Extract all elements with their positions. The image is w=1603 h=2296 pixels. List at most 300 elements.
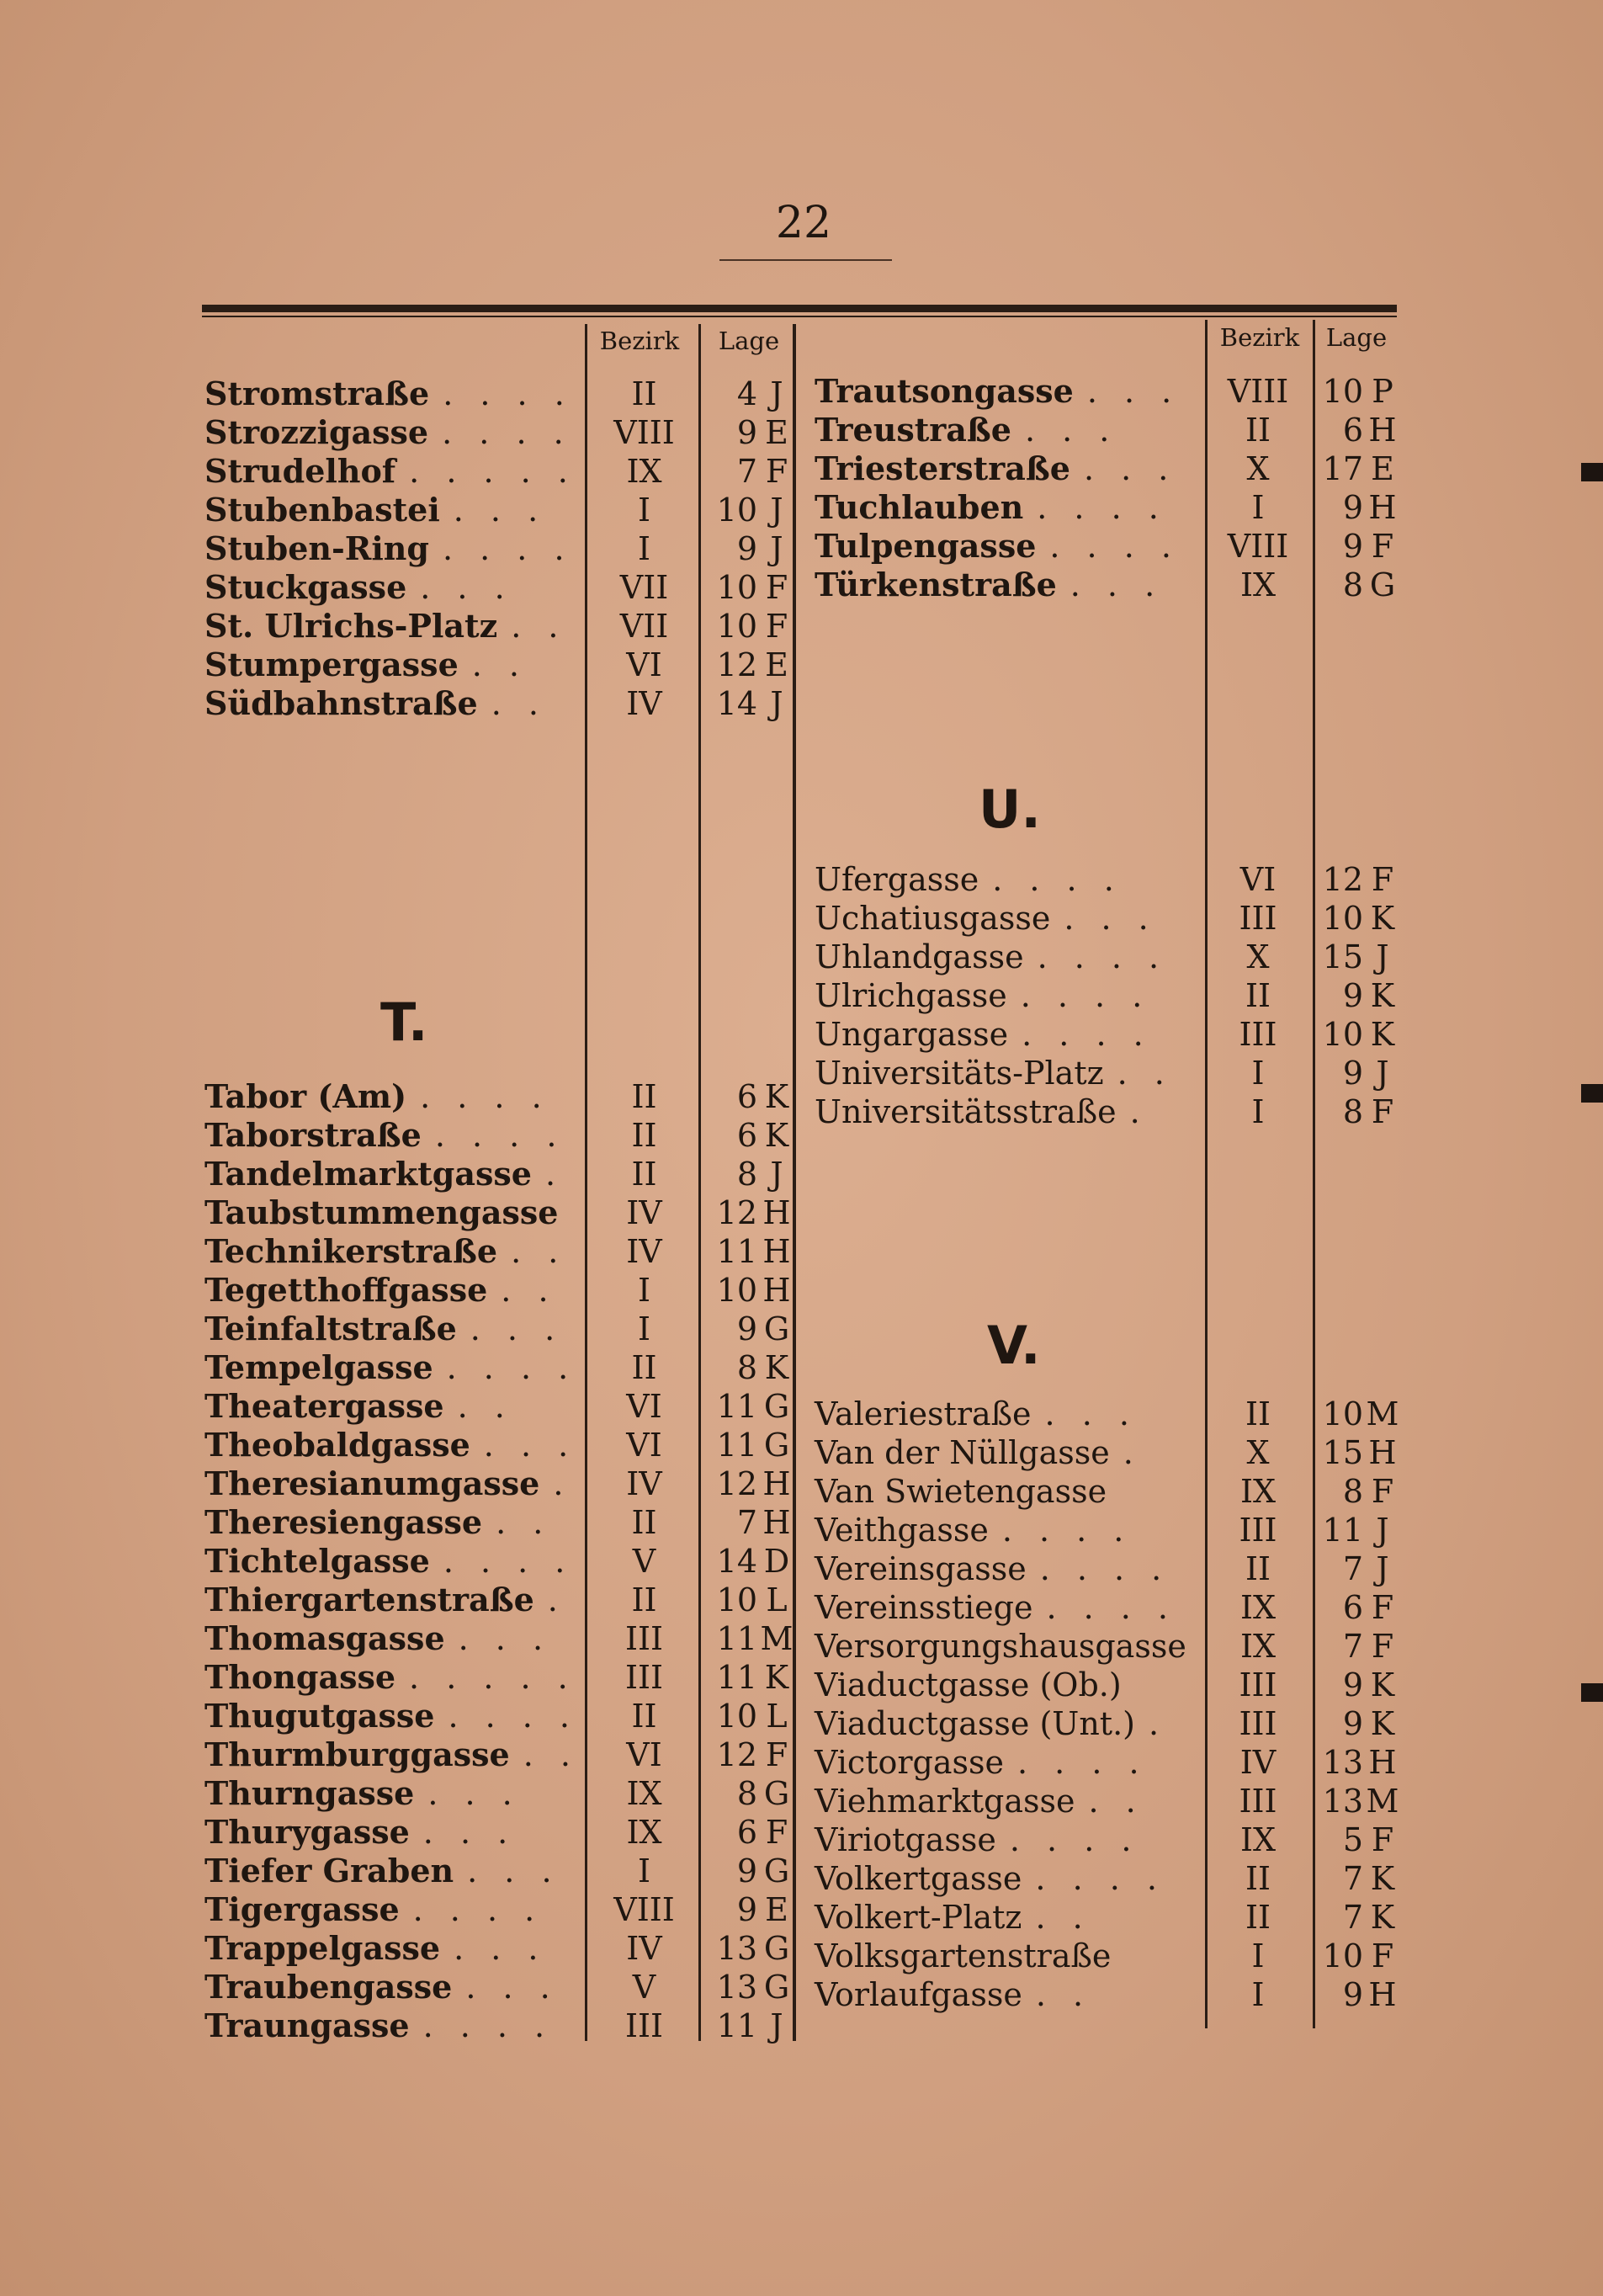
lage-letter: J bbox=[770, 492, 783, 529]
index-row bbox=[204, 1581, 794, 1619]
bezirk-value: VIII bbox=[613, 1891, 675, 1928]
lage-number: 10 bbox=[1322, 1395, 1363, 1432]
bezirk-value: VI bbox=[626, 1388, 662, 1425]
lage-number: 11 bbox=[716, 1427, 757, 1464]
street-name: Viaductgasse (Unt.) bbox=[815, 1705, 1135, 1742]
lage-number: 7 bbox=[1342, 1899, 1363, 1936]
street-name: Viehmarktgasse bbox=[815, 1783, 1075, 1820]
lage-number: 10 bbox=[1322, 373, 1363, 410]
index-row bbox=[204, 2006, 794, 2045]
leader-dots: . . . bbox=[453, 492, 547, 529]
leader-dots: . bbox=[1129, 1093, 1149, 1130]
lage-number: 11 bbox=[716, 1388, 757, 1425]
lage-number: 8 bbox=[1342, 1473, 1363, 1510]
bezirk-value: IV bbox=[1239, 1744, 1277, 1781]
lage-number: 9 bbox=[1342, 1666, 1363, 1703]
street-name: Stumpergasse bbox=[204, 646, 459, 683]
index-row bbox=[204, 1426, 794, 1464]
bezirk-value: X bbox=[1246, 938, 1270, 975]
lage-number: 14 bbox=[716, 1543, 757, 1580]
index-row bbox=[204, 1697, 794, 1735]
lage-letter: P bbox=[1372, 373, 1393, 410]
leader-dots: . . . . bbox=[1022, 1016, 1152, 1053]
bezirk-value: II bbox=[631, 1078, 657, 1115]
street-name: Thugutgasse bbox=[204, 1697, 435, 1735]
leader-dots: . . . bbox=[458, 1620, 552, 1657]
leader-dots: . . . . bbox=[422, 2007, 554, 2044]
bezirk-value: II bbox=[1245, 977, 1271, 1014]
index-row bbox=[815, 1898, 1399, 1937]
street-name: Van Swietengasse bbox=[815, 1473, 1107, 1510]
street-name: Tiefer Graben bbox=[204, 1852, 454, 1889]
street-name: Südbahnstraße bbox=[204, 684, 478, 722]
bezirk-value: I bbox=[1251, 1937, 1265, 1974]
header-rule-thick bbox=[202, 305, 1397, 312]
lage-number: 15 bbox=[1322, 1434, 1363, 1471]
left-bezirk-header: Bezirk bbox=[599, 327, 680, 355]
index-row bbox=[204, 1542, 794, 1581]
leader-dots: . . . bbox=[422, 1814, 517, 1851]
index-row bbox=[204, 1232, 794, 1271]
lage-number: 8 bbox=[736, 1775, 757, 1812]
bezirk-value: VII bbox=[619, 608, 669, 645]
bezirk-value: I bbox=[637, 1310, 650, 1347]
leader-dots: . . . bbox=[470, 1310, 564, 1347]
bezirk-value: III bbox=[1239, 1666, 1277, 1703]
leader-dots: . . bbox=[1088, 1783, 1144, 1820]
index-row bbox=[815, 449, 1399, 488]
street-name: Vereinsstiege bbox=[815, 1589, 1033, 1626]
leader-dots: . . . . bbox=[448, 1698, 579, 1735]
leader-dots: . . . . bbox=[992, 861, 1123, 898]
lage-number: 11 bbox=[716, 1659, 757, 1696]
lage-letter: F bbox=[1371, 1937, 1394, 1974]
leader-dots: . . . . bbox=[1035, 1860, 1165, 1897]
lage-letter: J bbox=[770, 685, 783, 722]
street-name: Viriotgasse bbox=[815, 1821, 996, 1858]
leader-dots: . . bbox=[511, 1233, 567, 1270]
index-row bbox=[204, 1968, 794, 2006]
lage-letter: G bbox=[763, 1310, 790, 1347]
binding-mark bbox=[1581, 1084, 1603, 1103]
index-row bbox=[815, 372, 1399, 411]
leader-dots: . . . . bbox=[1037, 489, 1167, 526]
street-name: Traungasse bbox=[204, 2006, 410, 2044]
leader-dots: . . bbox=[457, 1388, 513, 1425]
bezirk-value: I bbox=[1251, 1055, 1265, 1092]
lage-number: 9 bbox=[1342, 1055, 1363, 1092]
leader-dots: . . bbox=[1035, 1899, 1091, 1936]
lage-number: 11 bbox=[716, 2007, 757, 2044]
leader-dots: . . . bbox=[1044, 1395, 1138, 1432]
index-row bbox=[204, 1116, 794, 1155]
leader-dots: . . . bbox=[1083, 450, 1177, 487]
lage-number: 15 bbox=[1322, 938, 1363, 975]
index-row bbox=[204, 1155, 794, 1193]
lage-number: 13 bbox=[1322, 1783, 1363, 1820]
bezirk-value: II bbox=[1245, 1860, 1271, 1897]
lage-letter: J bbox=[770, 530, 783, 567]
leader-dots: . . . bbox=[467, 1852, 560, 1889]
bezirk-value: IV bbox=[626, 685, 662, 722]
street-name: Theresianumgasse bbox=[204, 1464, 540, 1502]
bezirk-value: II bbox=[1245, 1395, 1271, 1432]
index-row bbox=[815, 1092, 1399, 1131]
lage-number: 12 bbox=[716, 1736, 757, 1773]
lage-letter: G bbox=[763, 1427, 790, 1464]
bezirk-value: I bbox=[637, 1272, 650, 1309]
bezirk-value: II bbox=[631, 1117, 657, 1154]
bezirk-value: X bbox=[1246, 450, 1270, 487]
bezirk-value: II bbox=[1245, 412, 1271, 449]
street-name: Victorgasse bbox=[815, 1744, 1004, 1781]
bezirk-value: I bbox=[1251, 489, 1265, 526]
leader-dots: . . . . bbox=[434, 1117, 565, 1154]
lage-letter: F bbox=[1371, 528, 1394, 565]
index-row bbox=[815, 1511, 1399, 1549]
street-name: Strudelhof bbox=[204, 452, 396, 490]
index-row bbox=[204, 1813, 794, 1852]
street-name: Stuckgasse bbox=[204, 568, 407, 606]
index-row bbox=[815, 1666, 1399, 1704]
leader-dots: . . . bbox=[1070, 566, 1164, 603]
street-name: Strozzigasse bbox=[204, 413, 429, 451]
lage-letter: F bbox=[765, 1814, 788, 1851]
lage-letter: M bbox=[1366, 1783, 1399, 1820]
leader-dots: . . . bbox=[483, 1427, 577, 1464]
lage-letter: G bbox=[1369, 566, 1396, 603]
lage-number: 10 bbox=[1322, 1937, 1363, 1974]
street-name: Universitätsstraße bbox=[815, 1093, 1117, 1130]
index-row bbox=[204, 1774, 794, 1813]
lage-letter: K bbox=[1370, 1860, 1395, 1897]
bezirk-value: VIII bbox=[613, 414, 675, 451]
lage-letter: E bbox=[765, 414, 788, 451]
index-row bbox=[815, 1054, 1399, 1092]
leader-dots: . . bbox=[501, 1272, 557, 1309]
bezirk-value: IX bbox=[1239, 1628, 1277, 1665]
bezirk-value: II bbox=[631, 375, 657, 412]
left-lage-header: Lage bbox=[718, 327, 780, 355]
lage-number: 9 bbox=[736, 414, 757, 451]
street-name: Uchatiusgasse bbox=[815, 900, 1051, 937]
street-name: Stromstraße bbox=[204, 375, 430, 412]
bezirk-value: II bbox=[631, 1698, 657, 1735]
lage-number: 7 bbox=[1342, 1860, 1363, 1897]
street-name: Versorgungshausgasse bbox=[815, 1628, 1186, 1665]
street-name: Triesterstraße bbox=[815, 449, 1070, 487]
street-name: Taubstummengasse bbox=[204, 1193, 559, 1231]
lage-number: 10 bbox=[716, 1272, 757, 1309]
lage-number: 10 bbox=[716, 608, 757, 645]
bezirk-value: IX bbox=[626, 1814, 662, 1851]
street-name: Van der Nüllgasse bbox=[815, 1434, 1110, 1471]
index-row bbox=[204, 1271, 794, 1310]
leader-dots: . bbox=[544, 1156, 565, 1193]
lage-number: 10 bbox=[716, 569, 757, 606]
index-row bbox=[204, 1387, 794, 1426]
lage-number: 12 bbox=[716, 1194, 757, 1231]
street-name: Traubengasse bbox=[204, 1968, 453, 2006]
index-row bbox=[204, 1464, 794, 1503]
lage-number: 10 bbox=[716, 1698, 757, 1735]
binding-mark bbox=[1581, 463, 1603, 481]
street-name: Türkenstraße bbox=[815, 566, 1057, 603]
leader-dots: . . bbox=[471, 646, 528, 683]
lage-letter: F bbox=[765, 569, 788, 606]
bezirk-value: VIII bbox=[1227, 528, 1289, 565]
lage-letter: F bbox=[765, 608, 788, 645]
lage-letter: J bbox=[1376, 1550, 1389, 1587]
leader-dots: . . . bbox=[427, 1775, 521, 1812]
index-row bbox=[815, 1975, 1399, 2014]
index-row bbox=[204, 1929, 794, 1968]
lage-letter: H bbox=[762, 1194, 791, 1231]
bezirk-value: I bbox=[1251, 1093, 1265, 1130]
bezirk-value: V bbox=[632, 1969, 656, 2006]
index-row bbox=[815, 938, 1399, 976]
leader-dots: . . bbox=[496, 1504, 552, 1541]
street-name: Uhlandgasse bbox=[815, 938, 1024, 975]
street-name: Thongasse bbox=[204, 1658, 396, 1696]
street-name: Tulpengasse bbox=[815, 527, 1037, 565]
lage-letter: F bbox=[1371, 1589, 1394, 1626]
bezirk-value: X bbox=[1246, 1434, 1270, 1471]
lage-letter: J bbox=[770, 2007, 783, 2044]
street-name: Technikerstraße bbox=[204, 1232, 498, 1270]
street-name: Viaductgasse (Ob.) bbox=[815, 1666, 1122, 1703]
bezirk-value: II bbox=[631, 1156, 657, 1193]
lage-letter: H bbox=[762, 1504, 791, 1541]
street-name: Volksgartenstraße bbox=[815, 1937, 1112, 1974]
lage-letter: E bbox=[1371, 450, 1394, 487]
lage-number: 10 bbox=[1322, 900, 1363, 937]
leader-dots: . bbox=[553, 1465, 572, 1502]
lage-letter: K bbox=[1370, 1666, 1395, 1703]
bezirk-value: VI bbox=[626, 646, 662, 683]
street-name: Tuchlauben bbox=[815, 488, 1024, 526]
leader-dots: . . . bbox=[420, 569, 513, 606]
street-name: Stuben-Ring bbox=[204, 529, 429, 567]
lage-number: 13 bbox=[716, 1969, 757, 2006]
lage-number: 12 bbox=[716, 646, 757, 683]
leader-dots: . . . . bbox=[443, 375, 573, 412]
lage-letter: F bbox=[765, 1736, 788, 1773]
street-name: Tigergasse bbox=[204, 1890, 400, 1928]
lage-letter: K bbox=[1370, 900, 1395, 937]
street-name: Universitäts-Platz bbox=[815, 1055, 1104, 1092]
lage-number: 7 bbox=[1342, 1550, 1363, 1587]
header-rule-thin bbox=[202, 316, 1397, 317]
leader-dots: . . . . bbox=[446, 1349, 577, 1386]
lage-number: 8 bbox=[736, 1349, 757, 1386]
lage-number: 4 bbox=[736, 375, 757, 412]
bezirk-value: V bbox=[632, 1543, 656, 1580]
street-name: Thiergartenstraße bbox=[204, 1581, 534, 1618]
index-row bbox=[815, 1937, 1399, 1975]
bezirk-value: III bbox=[1239, 900, 1277, 937]
lage-number: 6 bbox=[736, 1117, 757, 1154]
bezirk-value: VI bbox=[626, 1427, 662, 1464]
bezirk-value: I bbox=[637, 1852, 650, 1889]
bezirk-value: VI bbox=[626, 1736, 662, 1773]
lage-number: 12 bbox=[1322, 861, 1363, 898]
section-heading-v: V. bbox=[987, 1315, 1041, 1376]
lage-number: 7 bbox=[736, 453, 757, 490]
street-name: Trautsongasse bbox=[815, 372, 1074, 410]
leader-dots: . . . . bbox=[1009, 1821, 1140, 1858]
lage-number: 9 bbox=[1342, 489, 1363, 526]
lage-letter: H bbox=[1368, 1976, 1397, 2013]
leader-dots: . bbox=[1148, 1705, 1168, 1742]
street-name: Valeriestraße bbox=[815, 1395, 1032, 1432]
lage-letter: H bbox=[1368, 1744, 1397, 1781]
street-name: Vorlaufgasse bbox=[815, 1976, 1022, 2013]
leader-dots: . . . bbox=[465, 1969, 559, 2006]
leader-dots: . . . . bbox=[1046, 1589, 1177, 1626]
lage-number: 6 bbox=[1342, 412, 1363, 449]
index-row bbox=[204, 452, 794, 491]
index-row bbox=[815, 1472, 1399, 1511]
index-row bbox=[204, 1310, 794, 1348]
street-name: Vereinsgasse bbox=[815, 1550, 1027, 1587]
bezirk-value: VII bbox=[619, 569, 669, 606]
bezirk-value: IX bbox=[1239, 566, 1277, 603]
index-row bbox=[204, 607, 794, 646]
lage-number: 9 bbox=[1342, 977, 1363, 1014]
index-row bbox=[815, 1704, 1399, 1743]
bezirk-value: III bbox=[1239, 1512, 1277, 1549]
street-name: Theatergasse bbox=[204, 1387, 444, 1425]
lage-number: 9 bbox=[1342, 1705, 1363, 1742]
lage-number: 6 bbox=[736, 1814, 757, 1851]
lage-letter: K bbox=[1370, 977, 1395, 1014]
bezirk-value: VIII bbox=[1227, 373, 1289, 410]
lage-letter: G bbox=[763, 1775, 790, 1812]
street-name: Tichtelgasse bbox=[204, 1542, 430, 1580]
lage-number: 9 bbox=[736, 1891, 757, 1928]
index-row bbox=[815, 1549, 1399, 1588]
index-row bbox=[815, 976, 1399, 1015]
street-name: Thurngasse bbox=[204, 1774, 415, 1812]
bezirk-value: IX bbox=[626, 453, 662, 490]
leader-dots: . . . bbox=[454, 1930, 547, 1967]
right-bezirk-header: Bezirk bbox=[1219, 323, 1300, 352]
lage-letter: G bbox=[763, 1852, 790, 1889]
street-name: Teinfaltstraße bbox=[204, 1310, 457, 1347]
lage-letter: H bbox=[762, 1272, 791, 1309]
lage-letter: J bbox=[770, 375, 783, 412]
street-name: Volkert-Platz bbox=[815, 1899, 1022, 1936]
right-lage-header: Lage bbox=[1325, 323, 1388, 352]
page-number-rule bbox=[719, 259, 892, 261]
bezirk-value: IX bbox=[1239, 1589, 1277, 1626]
page-number: 22 bbox=[775, 198, 832, 248]
street-name: Ulrichgasse bbox=[815, 977, 1007, 1014]
street-name: Theobaldgasse bbox=[204, 1426, 470, 1464]
leader-dots: . . . bbox=[1024, 412, 1118, 449]
index-row bbox=[204, 1077, 794, 1116]
lage-number: 9 bbox=[736, 1310, 757, 1347]
index-row bbox=[204, 413, 794, 452]
bezirk-value: II bbox=[1245, 1550, 1271, 1587]
bezirk-value: II bbox=[631, 1581, 657, 1618]
index-row bbox=[204, 684, 794, 723]
lage-letter: K bbox=[1370, 1016, 1395, 1053]
bezirk-value: III bbox=[624, 1659, 664, 1696]
index-row bbox=[815, 860, 1399, 899]
lage-letter: H bbox=[1368, 489, 1397, 526]
lage-number: 11 bbox=[716, 1620, 757, 1657]
lage-number: 6 bbox=[1342, 1589, 1363, 1626]
binding-mark bbox=[1581, 1683, 1603, 1702]
index-row bbox=[204, 1852, 794, 1890]
index-row bbox=[815, 1395, 1399, 1433]
street-name: Taborstraße bbox=[204, 1116, 422, 1154]
lage-letter: E bbox=[765, 646, 788, 683]
index-row bbox=[815, 1015, 1399, 1054]
lage-letter: F bbox=[1371, 861, 1394, 898]
lage-number: 9 bbox=[1342, 528, 1363, 565]
lage-letter: L bbox=[766, 1698, 788, 1735]
lage-number: 10 bbox=[1322, 1016, 1363, 1053]
lage-letter: E bbox=[765, 1891, 788, 1928]
leader-dots: . . bbox=[1035, 1976, 1092, 2013]
leader-dots: . bbox=[547, 1581, 566, 1618]
street-name: Ufergasse bbox=[815, 861, 979, 898]
bezirk-value: IV bbox=[626, 1194, 662, 1231]
leader-dots: . . . . bbox=[412, 1891, 544, 1928]
lage-letter: K bbox=[1370, 1899, 1395, 1936]
index-row bbox=[204, 1348, 794, 1387]
lage-letter: J bbox=[1376, 1055, 1389, 1092]
index-row bbox=[815, 1627, 1399, 1666]
street-name: St. Ulrichs-Platz bbox=[204, 607, 498, 645]
lage-number: 7 bbox=[736, 1504, 757, 1541]
leader-dots: . . . . bbox=[1017, 1744, 1148, 1781]
street-name: Tempelgasse bbox=[204, 1348, 433, 1386]
index-row bbox=[815, 488, 1399, 527]
lage-letter: H bbox=[1368, 412, 1397, 449]
index-row bbox=[204, 491, 794, 529]
leader-dots: . . . . bbox=[443, 1543, 574, 1580]
lage-letter: F bbox=[1371, 1628, 1394, 1665]
lage-number: 9 bbox=[736, 1852, 757, 1889]
lage-letter: F bbox=[765, 453, 788, 490]
lage-letter: G bbox=[763, 1969, 790, 2006]
leader-dots: . . . . . bbox=[409, 1659, 576, 1696]
index-row bbox=[204, 1193, 794, 1232]
leader-dots: . . . . bbox=[1049, 528, 1180, 565]
lage-letter: K bbox=[764, 1659, 789, 1696]
lage-letter: H bbox=[1368, 1434, 1397, 1471]
lage-number: 9 bbox=[1342, 1976, 1363, 2013]
bezirk-value: IV bbox=[626, 1233, 662, 1270]
index-row bbox=[204, 1619, 794, 1658]
lage-letter: L bbox=[766, 1581, 788, 1618]
lage-number: 11 bbox=[716, 1233, 757, 1270]
lage-number: 11 bbox=[1322, 1512, 1363, 1549]
street-name: Ungargasse bbox=[815, 1016, 1009, 1053]
street-name: Stubenbastei bbox=[204, 491, 440, 529]
leader-dots: . . bbox=[491, 685, 547, 722]
street-name: Theresiengasse bbox=[204, 1503, 483, 1541]
index-row bbox=[815, 1588, 1399, 1627]
leader-dots: . . . . bbox=[1001, 1512, 1133, 1549]
bezirk-value: II bbox=[1245, 1899, 1271, 1936]
leader-dots: . . . . bbox=[442, 530, 573, 567]
street-name: Thurmburggasse bbox=[204, 1735, 510, 1773]
